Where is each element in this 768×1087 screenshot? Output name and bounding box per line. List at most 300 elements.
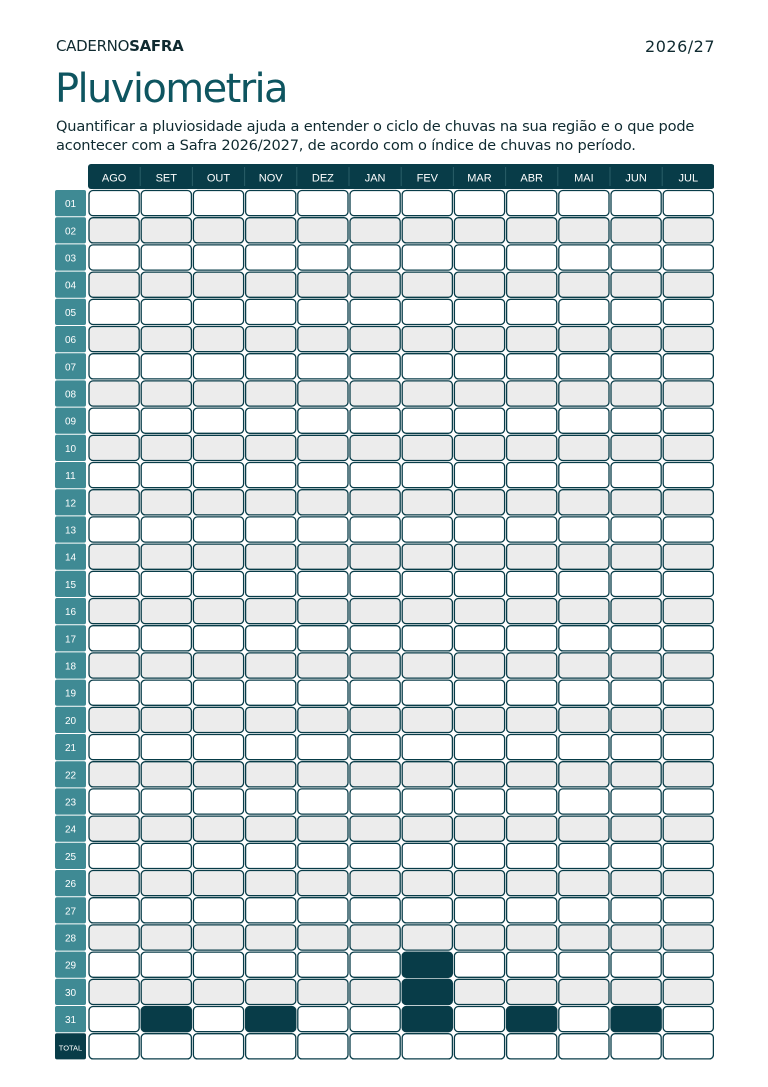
rainfall-input-cell[interactable] — [663, 218, 713, 243]
rainfall-input-cell[interactable] — [611, 952, 661, 977]
rainfall-input-cell[interactable] — [559, 762, 609, 787]
rainfall-input-cell[interactable] — [89, 843, 139, 868]
rainfall-input-cell[interactable] — [663, 1007, 713, 1032]
rainfall-input-cell[interactable] — [246, 626, 296, 651]
rainfall-input-cell[interactable] — [611, 299, 661, 324]
rainfall-input-cell[interactable] — [141, 272, 191, 297]
rainfall-input-cell[interactable] — [193, 1007, 243, 1032]
rainfall-input-cell[interactable] — [507, 408, 557, 433]
rainfall-input-cell[interactable] — [246, 408, 296, 433]
rainfall-input-cell[interactable] — [298, 816, 348, 841]
rainfall-input-cell[interactable] — [454, 1007, 504, 1032]
rainfall-input-cell[interactable] — [454, 762, 504, 787]
rainfall-input-cell[interactable] — [350, 871, 400, 896]
rainfall-input-cell[interactable] — [141, 707, 191, 732]
rainfall-input-cell[interactable] — [611, 571, 661, 596]
rainfall-input-cell[interactable] — [246, 762, 296, 787]
rainfall-input-cell[interactable] — [298, 925, 348, 950]
rainfall-input-cell[interactable] — [402, 898, 452, 923]
rainfall-input-cell[interactable] — [454, 245, 504, 270]
rainfall-input-cell[interactable] — [193, 435, 243, 460]
rainfall-input-cell[interactable] — [246, 925, 296, 950]
rainfall-input-cell[interactable] — [141, 544, 191, 569]
rainfall-input-cell[interactable] — [298, 272, 348, 297]
rainfall-input-cell[interactable] — [454, 707, 504, 732]
rainfall-input-cell[interactable] — [454, 272, 504, 297]
rainfall-input-cell[interactable] — [141, 626, 191, 651]
rainfall-input-cell[interactable] — [246, 218, 296, 243]
rainfall-input-cell[interactable] — [507, 272, 557, 297]
rainfall-input-cell[interactable] — [89, 952, 139, 977]
rainfall-input-cell[interactable] — [559, 816, 609, 841]
rainfall-input-cell[interactable] — [454, 599, 504, 624]
total-input-cell[interactable] — [193, 1034, 243, 1059]
rainfall-input-cell[interactable] — [454, 925, 504, 950]
rainfall-input-cell[interactable] — [298, 381, 348, 406]
rainfall-input-cell[interactable] — [141, 299, 191, 324]
rainfall-input-cell[interactable] — [89, 789, 139, 814]
rainfall-input-cell[interactable] — [246, 979, 296, 1004]
rainfall-input-cell[interactable] — [454, 354, 504, 379]
rainfall-input-cell[interactable] — [507, 979, 557, 1004]
rainfall-input-cell[interactable] — [611, 544, 661, 569]
total-input-cell[interactable] — [89, 1034, 139, 1059]
rainfall-input-cell[interactable] — [298, 707, 348, 732]
rainfall-input-cell[interactable] — [298, 1007, 348, 1032]
rainfall-input-cell[interactable] — [559, 680, 609, 705]
rainfall-input-cell[interactable] — [454, 816, 504, 841]
rainfall-input-cell[interactable] — [193, 707, 243, 732]
rainfall-input-cell[interactable] — [193, 680, 243, 705]
rainfall-input-cell[interactable] — [298, 517, 348, 542]
rainfall-input-cell[interactable] — [246, 191, 296, 216]
rainfall-input-cell[interactable] — [454, 544, 504, 569]
rainfall-input-cell[interactable] — [141, 653, 191, 678]
rainfall-input-cell[interactable] — [663, 762, 713, 787]
rainfall-input-cell[interactable] — [89, 599, 139, 624]
rainfall-input-cell[interactable] — [402, 680, 452, 705]
rainfall-input-cell[interactable] — [193, 789, 243, 814]
rainfall-input-cell[interactable] — [402, 327, 452, 352]
rainfall-input-cell[interactable] — [141, 571, 191, 596]
rainfall-input-cell[interactable] — [193, 299, 243, 324]
rainfall-input-cell[interactable] — [298, 299, 348, 324]
rainfall-input-cell[interactable] — [402, 707, 452, 732]
rainfall-input-cell[interactable] — [611, 871, 661, 896]
rainfall-input-cell[interactable] — [89, 299, 139, 324]
rainfall-input-cell[interactable] — [611, 435, 661, 460]
rainfall-input-cell[interactable] — [298, 680, 348, 705]
rainfall-input-cell[interactable] — [454, 843, 504, 868]
rainfall-input-cell[interactable] — [89, 381, 139, 406]
rainfall-input-cell[interactable] — [350, 272, 400, 297]
rainfall-input-cell[interactable] — [193, 925, 243, 950]
rainfall-input-cell[interactable] — [246, 299, 296, 324]
rainfall-input-cell[interactable] — [141, 952, 191, 977]
rainfall-input-cell[interactable] — [141, 517, 191, 542]
rainfall-input-cell[interactable] — [141, 408, 191, 433]
rainfall-input-cell[interactable] — [507, 626, 557, 651]
rainfall-input-cell[interactable] — [246, 952, 296, 977]
rainfall-input-cell[interactable] — [298, 789, 348, 814]
rainfall-input-cell[interactable] — [89, 653, 139, 678]
rainfall-input-cell[interactable] — [246, 816, 296, 841]
rainfall-input-cell[interactable] — [611, 979, 661, 1004]
rainfall-input-cell[interactable] — [454, 299, 504, 324]
rainfall-input-cell[interactable] — [350, 1007, 400, 1032]
rainfall-input-cell[interactable] — [559, 898, 609, 923]
rainfall-input-cell[interactable] — [193, 463, 243, 488]
rainfall-input-cell[interactable] — [611, 354, 661, 379]
rainfall-input-cell[interactable] — [559, 327, 609, 352]
rainfall-input-cell[interactable] — [402, 408, 452, 433]
rainfall-input-cell[interactable] — [663, 381, 713, 406]
rainfall-input-cell[interactable] — [611, 653, 661, 678]
rainfall-input-cell[interactable] — [402, 599, 452, 624]
rainfall-input-cell[interactable] — [454, 218, 504, 243]
rainfall-input-cell[interactable] — [350, 843, 400, 868]
rainfall-input-cell[interactable] — [193, 272, 243, 297]
total-input-cell[interactable] — [559, 1034, 609, 1059]
rainfall-input-cell[interactable] — [246, 354, 296, 379]
rainfall-input-cell[interactable] — [611, 490, 661, 515]
rainfall-input-cell[interactable] — [141, 843, 191, 868]
rainfall-input-cell[interactable] — [141, 735, 191, 760]
rainfall-input-cell[interactable] — [559, 871, 609, 896]
rainfall-input-cell[interactable] — [298, 599, 348, 624]
rainfall-input-cell[interactable] — [402, 653, 452, 678]
rainfall-input-cell[interactable] — [89, 816, 139, 841]
rainfall-input-cell[interactable] — [507, 735, 557, 760]
rainfall-input-cell[interactable] — [454, 789, 504, 814]
total-input-cell[interactable] — [246, 1034, 296, 1059]
rainfall-input-cell[interactable] — [350, 218, 400, 243]
rainfall-input-cell[interactable] — [454, 490, 504, 515]
rainfall-input-cell[interactable] — [350, 354, 400, 379]
rainfall-input-cell[interactable] — [507, 653, 557, 678]
rainfall-input-cell[interactable] — [89, 517, 139, 542]
rainfall-input-cell[interactable] — [559, 571, 609, 596]
rainfall-input-cell[interactable] — [611, 191, 661, 216]
rainfall-input-cell[interactable] — [402, 517, 452, 542]
rainfall-input-cell[interactable] — [663, 707, 713, 732]
rainfall-input-cell[interactable] — [611, 762, 661, 787]
rainfall-input-cell[interactable] — [89, 544, 139, 569]
rainfall-input-cell[interactable] — [559, 490, 609, 515]
total-input-cell[interactable] — [454, 1034, 504, 1059]
rainfall-input-cell[interactable] — [402, 245, 452, 270]
rainfall-input-cell[interactable] — [298, 762, 348, 787]
rainfall-input-cell[interactable] — [402, 490, 452, 515]
rainfall-input-cell[interactable] — [402, 843, 452, 868]
rainfall-input-cell[interactable] — [559, 599, 609, 624]
rainfall-input-cell[interactable] — [193, 490, 243, 515]
rainfall-input-cell[interactable] — [559, 1007, 609, 1032]
rainfall-input-cell[interactable] — [89, 898, 139, 923]
rainfall-input-cell[interactable] — [507, 517, 557, 542]
rainfall-input-cell[interactable] — [193, 735, 243, 760]
rainfall-input-cell[interactable] — [454, 327, 504, 352]
rainfall-input-cell[interactable] — [507, 925, 557, 950]
rainfall-input-cell[interactable] — [141, 925, 191, 950]
rainfall-input-cell[interactable] — [246, 463, 296, 488]
rainfall-input-cell[interactable] — [141, 191, 191, 216]
rainfall-input-cell[interactable] — [193, 952, 243, 977]
rainfall-input-cell[interactable] — [89, 626, 139, 651]
rainfall-input-cell[interactable] — [193, 571, 243, 596]
rainfall-input-cell[interactable] — [350, 571, 400, 596]
rainfall-input-cell[interactable] — [141, 490, 191, 515]
rainfall-input-cell[interactable] — [89, 218, 139, 243]
rainfall-input-cell[interactable] — [193, 816, 243, 841]
rainfall-input-cell[interactable] — [454, 952, 504, 977]
rainfall-input-cell[interactable] — [663, 544, 713, 569]
rainfall-input-cell[interactable] — [507, 816, 557, 841]
rainfall-input-cell[interactable] — [507, 463, 557, 488]
rainfall-input-cell[interactable] — [663, 490, 713, 515]
rainfall-input-cell[interactable] — [350, 762, 400, 787]
rainfall-input-cell[interactable] — [611, 626, 661, 651]
rainfall-input-cell[interactable] — [663, 789, 713, 814]
rainfall-input-cell[interactable] — [89, 1007, 139, 1032]
rainfall-input-cell[interactable] — [507, 762, 557, 787]
rainfall-input-cell[interactable] — [141, 979, 191, 1004]
rainfall-input-cell[interactable] — [611, 789, 661, 814]
rainfall-input-cell[interactable] — [350, 490, 400, 515]
rainfall-input-cell[interactable] — [559, 245, 609, 270]
rainfall-input-cell[interactable] — [663, 191, 713, 216]
rainfall-input-cell[interactable] — [246, 843, 296, 868]
total-input-cell[interactable] — [507, 1034, 557, 1059]
rainfall-input-cell[interactable] — [246, 272, 296, 297]
rainfall-input-cell[interactable] — [559, 408, 609, 433]
rainfall-input-cell[interactable] — [350, 680, 400, 705]
rainfall-input-cell[interactable] — [298, 245, 348, 270]
rainfall-input-cell[interactable] — [507, 843, 557, 868]
rainfall-input-cell[interactable] — [402, 816, 452, 841]
rainfall-input-cell[interactable] — [507, 435, 557, 460]
rainfall-input-cell[interactable] — [298, 871, 348, 896]
rainfall-input-cell[interactable] — [559, 626, 609, 651]
rainfall-input-cell[interactable] — [350, 517, 400, 542]
rainfall-input-cell[interactable] — [454, 898, 504, 923]
rainfall-input-cell[interactable] — [193, 517, 243, 542]
rainfall-input-cell[interactable] — [298, 354, 348, 379]
rainfall-input-cell[interactable] — [454, 191, 504, 216]
rainfall-input-cell[interactable] — [298, 218, 348, 243]
rainfall-input-cell[interactable] — [663, 952, 713, 977]
rainfall-input-cell[interactable] — [350, 898, 400, 923]
rainfall-input-cell[interactable] — [559, 653, 609, 678]
rainfall-input-cell[interactable] — [193, 599, 243, 624]
total-input-cell[interactable] — [611, 1034, 661, 1059]
rainfall-input-cell[interactable] — [611, 816, 661, 841]
rainfall-input-cell[interactable] — [298, 626, 348, 651]
rainfall-input-cell[interactable] — [193, 245, 243, 270]
rainfall-input-cell[interactable] — [350, 435, 400, 460]
rainfall-input-cell[interactable] — [611, 735, 661, 760]
rainfall-input-cell[interactable] — [298, 653, 348, 678]
rainfall-input-cell[interactable] — [89, 354, 139, 379]
rainfall-input-cell[interactable] — [193, 843, 243, 868]
rainfall-input-cell[interactable] — [298, 898, 348, 923]
rainfall-input-cell[interactable] — [507, 490, 557, 515]
rainfall-input-cell[interactable] — [141, 898, 191, 923]
rainfall-input-cell[interactable] — [193, 327, 243, 352]
rainfall-input-cell[interactable] — [246, 571, 296, 596]
rainfall-input-cell[interactable] — [454, 653, 504, 678]
rainfall-input-cell[interactable] — [611, 245, 661, 270]
rainfall-input-cell[interactable] — [559, 218, 609, 243]
rainfall-input-cell[interactable] — [89, 707, 139, 732]
rainfall-input-cell[interactable] — [402, 299, 452, 324]
rainfall-input-cell[interactable] — [193, 408, 243, 433]
rainfall-input-cell[interactable] — [141, 463, 191, 488]
rainfall-input-cell[interactable] — [89, 463, 139, 488]
rainfall-input-cell[interactable] — [350, 626, 400, 651]
rainfall-input-cell[interactable] — [559, 299, 609, 324]
rainfall-input-cell[interactable] — [141, 871, 191, 896]
rainfall-input-cell[interactable] — [454, 626, 504, 651]
rainfall-input-cell[interactable] — [559, 354, 609, 379]
rainfall-input-cell[interactable] — [454, 517, 504, 542]
rainfall-input-cell[interactable] — [298, 544, 348, 569]
rainfall-input-cell[interactable] — [350, 816, 400, 841]
rainfall-input-cell[interactable] — [559, 517, 609, 542]
rainfall-input-cell[interactable] — [402, 218, 452, 243]
rainfall-input-cell[interactable] — [298, 843, 348, 868]
rainfall-input-cell[interactable] — [559, 191, 609, 216]
rainfall-input-cell[interactable] — [402, 354, 452, 379]
rainfall-input-cell[interactable] — [663, 299, 713, 324]
rainfall-input-cell[interactable] — [193, 653, 243, 678]
rainfall-input-cell[interactable] — [663, 354, 713, 379]
rainfall-input-cell[interactable] — [246, 653, 296, 678]
rainfall-input-cell[interactable] — [611, 218, 661, 243]
rainfall-input-cell[interactable] — [559, 843, 609, 868]
rainfall-input-cell[interactable] — [402, 762, 452, 787]
rainfall-input-cell[interactable] — [402, 925, 452, 950]
rainfall-input-cell[interactable] — [611, 599, 661, 624]
rainfall-input-cell[interactable] — [663, 571, 713, 596]
rainfall-input-cell[interactable] — [350, 599, 400, 624]
rainfall-input-cell[interactable] — [663, 735, 713, 760]
rainfall-input-cell[interactable] — [298, 735, 348, 760]
rainfall-input-cell[interactable] — [663, 979, 713, 1004]
rainfall-input-cell[interactable] — [298, 571, 348, 596]
rainfall-input-cell[interactable] — [402, 571, 452, 596]
rainfall-input-cell[interactable] — [298, 979, 348, 1004]
rainfall-input-cell[interactable] — [507, 544, 557, 569]
rainfall-input-cell[interactable] — [89, 245, 139, 270]
rainfall-input-cell[interactable] — [298, 952, 348, 977]
rainfall-input-cell[interactable] — [350, 707, 400, 732]
rainfall-input-cell[interactable] — [507, 245, 557, 270]
rainfall-input-cell[interactable] — [141, 218, 191, 243]
rainfall-input-cell[interactable] — [507, 571, 557, 596]
rainfall-input-cell[interactable] — [663, 925, 713, 950]
rainfall-input-cell[interactable] — [350, 979, 400, 1004]
rainfall-input-cell[interactable] — [507, 299, 557, 324]
rainfall-input-cell[interactable] — [89, 490, 139, 515]
rainfall-input-cell[interactable] — [454, 680, 504, 705]
rainfall-input-cell[interactable] — [350, 191, 400, 216]
rainfall-input-cell[interactable] — [141, 816, 191, 841]
total-input-cell[interactable] — [141, 1034, 191, 1059]
rainfall-input-cell[interactable] — [89, 191, 139, 216]
rainfall-input-cell[interactable] — [350, 735, 400, 760]
rainfall-input-cell[interactable] — [350, 299, 400, 324]
rainfall-input-cell[interactable] — [611, 843, 661, 868]
rainfall-input-cell[interactable] — [507, 707, 557, 732]
rainfall-input-cell[interactable] — [193, 381, 243, 406]
rainfall-input-cell[interactable] — [298, 408, 348, 433]
rainfall-input-cell[interactable] — [663, 816, 713, 841]
rainfall-input-cell[interactable] — [350, 408, 400, 433]
total-input-cell[interactable] — [663, 1034, 713, 1059]
rainfall-input-cell[interactable] — [89, 408, 139, 433]
rainfall-input-cell[interactable] — [246, 789, 296, 814]
rainfall-input-cell[interactable] — [454, 871, 504, 896]
rainfall-input-cell[interactable] — [402, 871, 452, 896]
rainfall-input-cell[interactable] — [141, 245, 191, 270]
rainfall-input-cell[interactable] — [350, 381, 400, 406]
rainfall-input-cell[interactable] — [141, 327, 191, 352]
rainfall-input-cell[interactable] — [611, 898, 661, 923]
rainfall-input-cell[interactable] — [246, 435, 296, 460]
rainfall-input-cell[interactable] — [611, 408, 661, 433]
total-input-cell[interactable] — [402, 1034, 452, 1059]
rainfall-input-cell[interactable] — [559, 952, 609, 977]
rainfall-input-cell[interactable] — [246, 707, 296, 732]
rainfall-input-cell[interactable] — [246, 517, 296, 542]
rainfall-input-cell[interactable] — [193, 898, 243, 923]
rainfall-input-cell[interactable] — [89, 762, 139, 787]
rainfall-input-cell[interactable] — [559, 925, 609, 950]
rainfall-input-cell[interactable] — [350, 925, 400, 950]
rainfall-input-cell[interactable] — [611, 381, 661, 406]
rainfall-input-cell[interactable] — [89, 571, 139, 596]
rainfall-input-cell[interactable] — [298, 435, 348, 460]
rainfall-input-cell[interactable] — [89, 925, 139, 950]
rainfall-input-cell[interactable] — [246, 599, 296, 624]
rainfall-input-cell[interactable] — [611, 680, 661, 705]
rainfall-input-cell[interactable] — [559, 272, 609, 297]
rainfall-input-cell[interactable] — [454, 735, 504, 760]
rainfall-input-cell[interactable] — [402, 463, 452, 488]
rainfall-input-cell[interactable] — [559, 979, 609, 1004]
rainfall-input-cell[interactable] — [663, 245, 713, 270]
rainfall-input-cell[interactable] — [246, 327, 296, 352]
rainfall-input-cell[interactable] — [454, 435, 504, 460]
rainfall-input-cell[interactable] — [89, 435, 139, 460]
rainfall-input-cell[interactable] — [193, 354, 243, 379]
rainfall-input-cell[interactable] — [89, 871, 139, 896]
rainfall-input-cell[interactable] — [402, 191, 452, 216]
rainfall-input-cell[interactable] — [559, 789, 609, 814]
rainfall-input-cell[interactable] — [246, 544, 296, 569]
rainfall-input-cell[interactable] — [89, 735, 139, 760]
rainfall-input-cell[interactable] — [141, 680, 191, 705]
rainfall-input-cell[interactable] — [89, 272, 139, 297]
rainfall-input-cell[interactable] — [246, 871, 296, 896]
rainfall-input-cell[interactable] — [141, 762, 191, 787]
rainfall-input-cell[interactable] — [507, 599, 557, 624]
rainfall-input-cell[interactable] — [663, 463, 713, 488]
rainfall-input-cell[interactable] — [507, 898, 557, 923]
total-input-cell[interactable] — [298, 1034, 348, 1059]
rainfall-input-cell[interactable] — [141, 599, 191, 624]
